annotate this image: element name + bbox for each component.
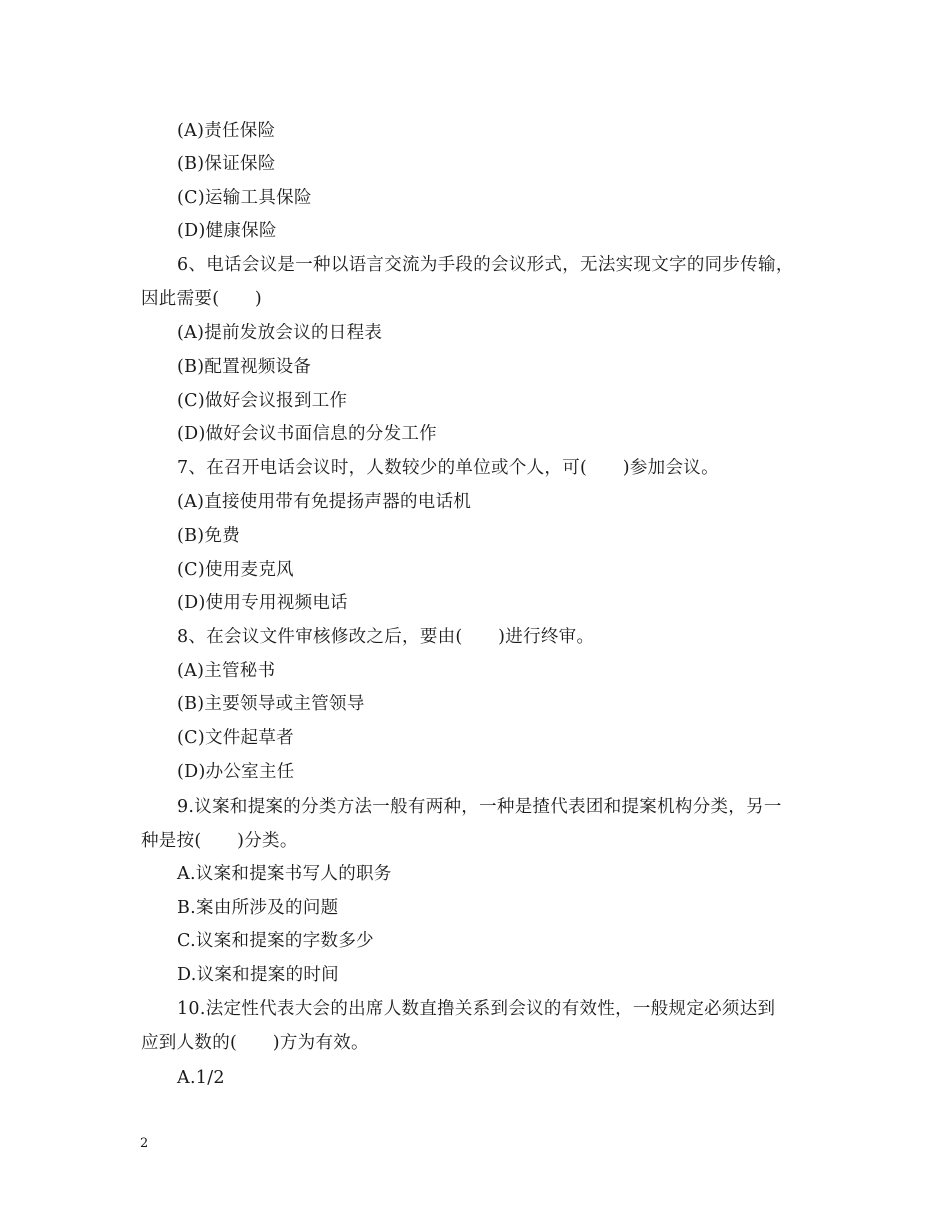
question-line: 6、电话会议是一种以语言交流为手段的会议形式，无法实现文字的同步传输， [177,255,794,275]
option-line: (B)配置视频设备 [177,357,312,377]
option-line: (D)做好会议书面信息的分发工作 [177,424,437,444]
option-line: A.议案和提案书写人的职务 [177,864,392,884]
option-line: (C)运输工具保险 [177,188,312,208]
option-line: D.议案和提案的时间 [177,965,339,985]
question-line: 9.议案和提案的分类方法一般有两种，一种是揸代表团和提案机构分类，另一 [177,797,782,817]
question-line: 10.法定性代表大会的出席人数直撸关系到会议的有效性，一般规定必须达到 [177,999,776,1019]
option-line: (A)直接使用带有免提扬声器的电话机 [177,492,472,512]
option-line: (B)免费 [177,526,241,546]
question-continuation-line: 应到人数的( )方为有效。 [141,1033,369,1053]
option-line: (C)使用麦克风 [177,560,294,580]
option-line: (B)主要领导或主管领导 [177,694,365,714]
option-line: (A)责任保险 [177,121,276,141]
option-line: (B)保证保险 [177,154,276,174]
option-line: (A)主管秘书 [177,661,276,681]
option-line: B.案由所涉及的问题 [177,898,339,918]
option-line: (C)做好会议报到工作 [177,391,348,411]
option-line: (D)健康保险 [177,221,277,241]
option-line: (D)使用专用视频电话 [177,593,348,613]
question-line: 7、在召开电话会议时，人数较少的单位或个人，可( )参加会议。 [177,458,719,478]
question-line: 8、在会议文件审核修改之后，要由( )进行终审。 [177,627,595,647]
option-line: (D)办公室主任 [177,762,295,782]
option-line: (A)提前发放会议的日程表 [177,323,383,343]
option-line: (C)文件起草者 [177,728,294,748]
option-line: A.1/2 [177,1068,225,1088]
question-continuation-line: 种是按( )分类。 [141,831,298,851]
page-number: 2 [140,1136,149,1151]
option-line: C.议案和提案的字数多少 [177,931,374,951]
question-continuation-line: 因此需要( ) [141,289,263,309]
